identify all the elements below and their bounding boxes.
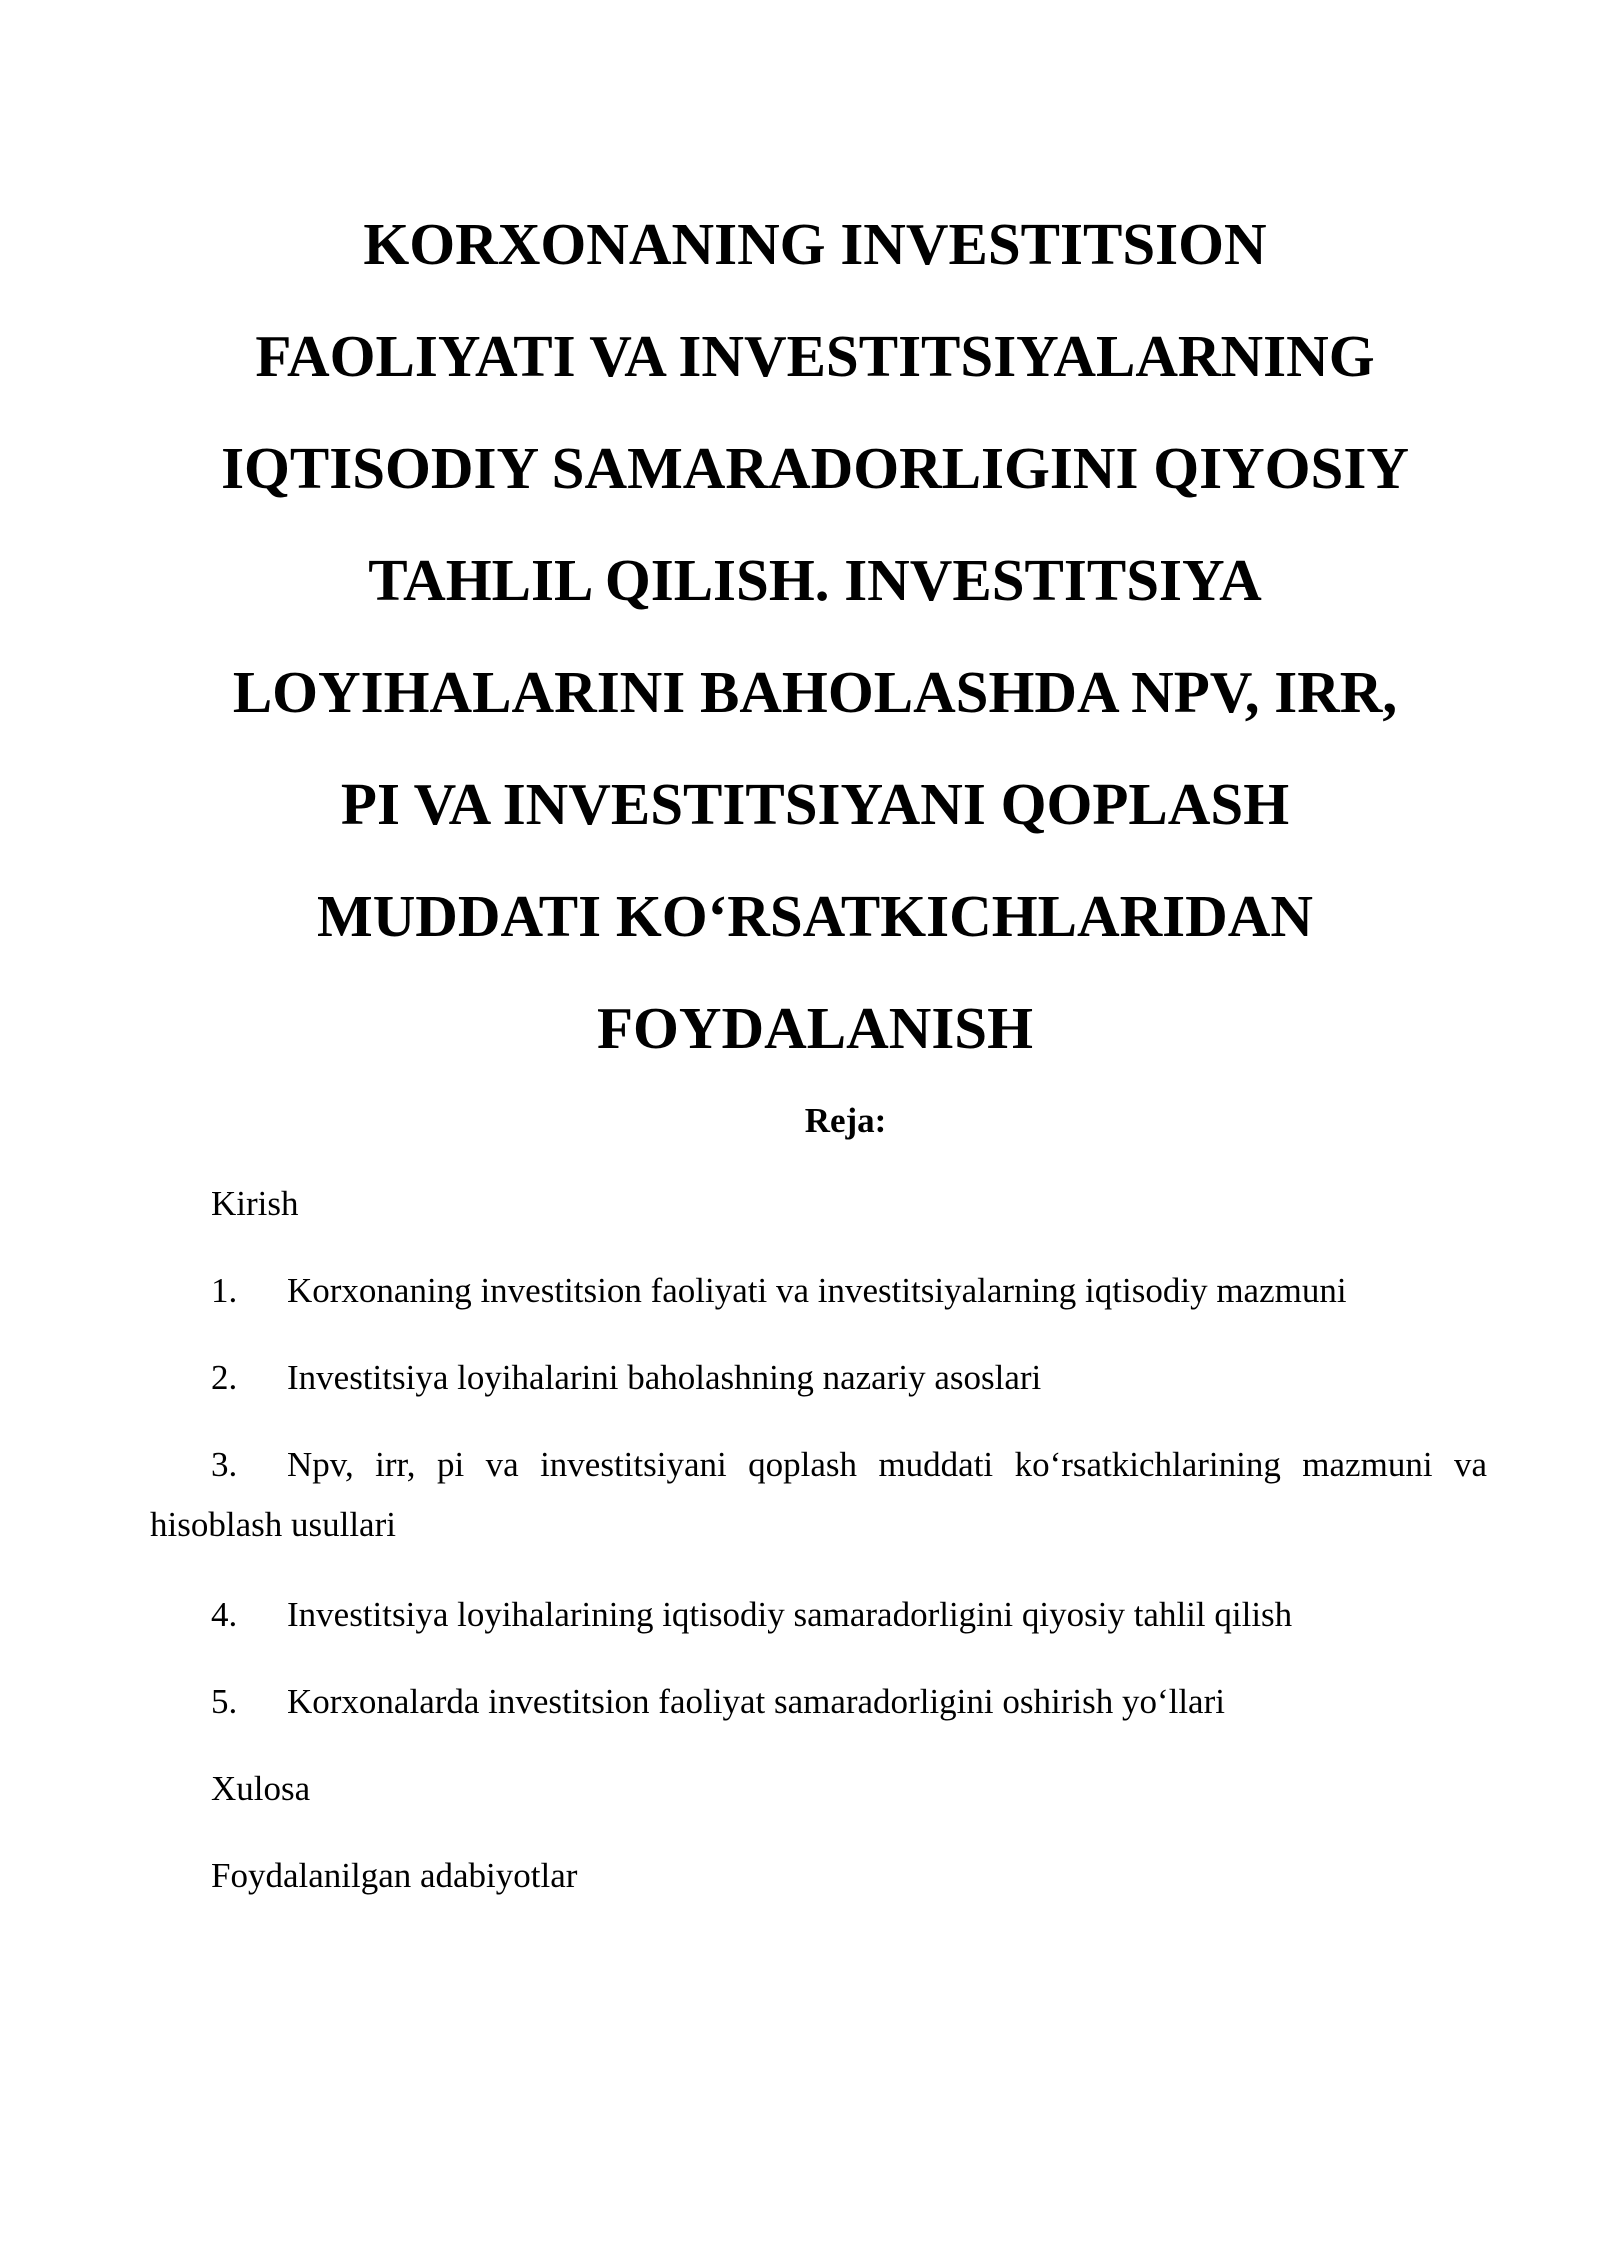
plan-item-text: Investitsiya loyihalarini baholashning nazariy asoslari bbox=[287, 1358, 1042, 1397]
title-line: IQTISODIY SAMARADORLIGINI QIYOSIY bbox=[221, 435, 1409, 501]
plan-references: Foydalanilgan adabiyotlar bbox=[211, 1856, 578, 1895]
plan-intro: Kirish bbox=[211, 1184, 299, 1223]
plan-heading: Reja: bbox=[804, 1101, 887, 1140]
plan-item-text: Korxonaning investitsion faoliyati va investitsiyalarning iqtisodiy mazmuni bbox=[287, 1271, 1347, 1310]
plan-item-number: 2. bbox=[211, 1358, 238, 1397]
title-line: PI VA INVESTITSIYANI QOPLASH bbox=[340, 771, 1290, 837]
plan-item-text: Npv, irr, pi va investitsiyani qoplash muddati ko‘rsatkichlarining mazmuni va bbox=[287, 1445, 1487, 1484]
plan-item-text: Korxonalarda investitsion faoliyat samaradorligini oshirish yo‘llari bbox=[287, 1682, 1225, 1721]
title-line: FOYDALANISH bbox=[597, 995, 1033, 1061]
plan-item-number: 1. bbox=[211, 1271, 238, 1310]
plan-conclusion: Xulosa bbox=[211, 1769, 311, 1808]
title-line: LOYIHALARINI BAHOLASHDA NPV, IRR, bbox=[232, 659, 1398, 725]
plan-item-text: Investitsiya loyihalarining iqtisodiy samaradorligini qiyosiy tahlil qilish bbox=[287, 1595, 1293, 1634]
plan-item-number: 3. bbox=[211, 1445, 238, 1484]
plan-item-continuation: hisoblash usullari bbox=[150, 1505, 396, 1544]
title-line: TAHLIL QILISH. INVESTITSIYA bbox=[368, 547, 1262, 613]
plan-item-first-line bbox=[153, 1440, 1487, 1500]
plan-item bbox=[150, 1440, 1487, 1550]
title-line: KORXONANING INVESTITSION bbox=[363, 211, 1267, 277]
title-line: MUDDATI KO‘RSATKICHLARIDAN bbox=[317, 883, 1313, 949]
plan-item-number: 5. bbox=[211, 1682, 238, 1721]
document-title bbox=[150, 188, 1480, 1084]
plan-item-number: 4. bbox=[211, 1595, 238, 1634]
title-line: FAOLIYATI VA INVESTITSIYALARNING bbox=[255, 323, 1375, 389]
